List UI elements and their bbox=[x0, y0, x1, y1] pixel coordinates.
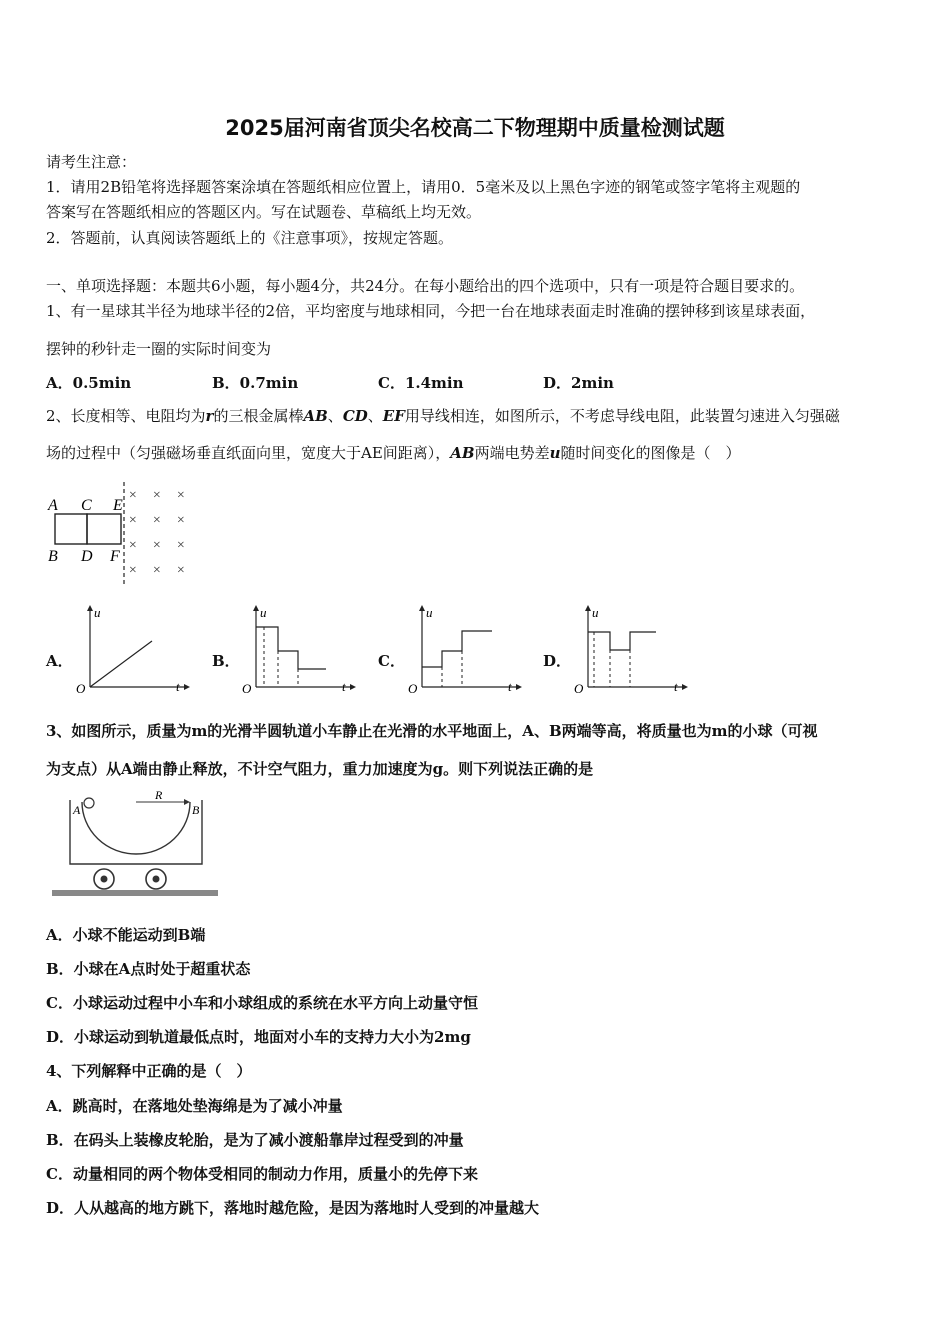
q3-cart-figure bbox=[52, 790, 222, 900]
q1-stem-line-1: 1、有一星球其半径为地球半径的2倍，平均密度与地球相同，今把一台在地球表面走时准确的摆钟移到该星球表面， bbox=[46, 302, 816, 320]
q1-option-b: B．0.7min bbox=[212, 374, 299, 392]
svg-text:t: t bbox=[508, 679, 512, 694]
fig-label-e: E bbox=[113, 497, 123, 514]
svg-text:A: A bbox=[73, 803, 81, 817]
q2-graph-a bbox=[72, 605, 190, 697]
q3-stem-line-2: 为支点）从A端由静止释放，不计空气阻力，重力加速度为g。则下列说法正确的是 bbox=[46, 760, 594, 778]
q2-graph-b bbox=[238, 605, 356, 697]
fig-label-d: D bbox=[81, 548, 93, 565]
q2-option-a: A． bbox=[46, 652, 73, 670]
q2-graph-d bbox=[570, 605, 688, 697]
notice-line-3: 2．答题前，认真阅读答题纸上的《注意事项》，按规定答题。 bbox=[46, 229, 454, 247]
svg-text:t: t bbox=[342, 679, 346, 694]
q3-option-d: D．小球运动到轨道最低点时，地面对小车的支持力大小为2mg bbox=[46, 1028, 471, 1046]
svg-text:u: u bbox=[592, 605, 599, 620]
section-heading: 一、单项选择题：本题共6小题，每小题4分，共24分。在每小题给出的四个选项中，只有一项是符合题目要求的。 bbox=[46, 277, 805, 295]
q4-option-d: D．人从越高的地方跳下，落地时越危险，是因为落地时人受到的冲量越大 bbox=[46, 1199, 540, 1217]
q3-option-c: C．小球运动过程中小车和小球组成的系统在水平方向上动量守恒 bbox=[46, 994, 478, 1012]
q4-stem: 4、下列解释中正确的是（ ） bbox=[46, 1062, 252, 1080]
q1-option-d: D．2min bbox=[543, 374, 614, 392]
field-cross: × bbox=[152, 563, 162, 578]
field-cross: × bbox=[176, 538, 186, 553]
fig-label-b: B bbox=[48, 548, 58, 565]
svg-text:t: t bbox=[176, 679, 180, 694]
q2-graph-c bbox=[404, 605, 522, 697]
notice-line-1: 1．请用2B铅笔将选择题答案涂填在答题纸相应位置上，请用0．5毫米及以上黑色字迹的钢笔或签字笔将主观题的 bbox=[46, 178, 801, 196]
page-title: 2025届河南省顶尖名校高二下物理期中质量检测试题 bbox=[225, 116, 725, 140]
svg-text:R: R bbox=[155, 788, 163, 802]
fig-label-c: C bbox=[81, 497, 92, 514]
q4-option-b: B．在码头上装橡皮轮胎，是为了减小渡船靠岸过程受到的冲量 bbox=[46, 1131, 464, 1149]
q1-stem-line-2: 摆钟的秒针走一圈的实际时间变为 bbox=[46, 340, 272, 358]
notice-heading: 请考生注意： bbox=[46, 153, 137, 171]
field-cross: × bbox=[152, 513, 162, 528]
q3-option-b: B．小球在A点时处于超重状态 bbox=[46, 960, 251, 978]
fig-label-f: F bbox=[110, 548, 120, 565]
q2-stem-line-1: 2、长度相等、电阻均为r的三根金属棒AB、CD、EF用导线相连，如图所示，不考虑导线电阻，此装置匀速进入匀强磁 bbox=[46, 407, 840, 425]
fig-label-a: A bbox=[48, 497, 58, 514]
svg-text:u: u bbox=[426, 605, 433, 620]
field-cross: × bbox=[128, 563, 138, 578]
notice-line-2: 答案写在答题纸相应的答题区内。写在试题卷、草稿纸上均无效。 bbox=[46, 203, 482, 221]
svg-text:O: O bbox=[408, 681, 418, 696]
field-cross: × bbox=[176, 488, 186, 503]
q4-option-c: C．动量相同的两个物体受相同的制动力作用，质量小的先停下来 bbox=[46, 1165, 478, 1183]
svg-text:O: O bbox=[242, 681, 252, 696]
q2-option-d: D． bbox=[543, 652, 572, 670]
field-cross: × bbox=[128, 538, 138, 553]
field-cross: × bbox=[176, 563, 186, 578]
svg-text:O: O bbox=[76, 681, 86, 696]
q2-option-b: B． bbox=[212, 652, 240, 670]
q2-circuit-figure bbox=[44, 482, 194, 587]
q3-stem-line-1: 3、如图所示，质量为m的光滑半圆轨道小车静止在光滑的水平地面上，A、B两端等高，将质量也为m的小球（可视 bbox=[46, 722, 818, 740]
svg-text:t: t bbox=[674, 679, 678, 694]
q1-option-c: C．1.4min bbox=[378, 374, 464, 392]
svg-text:O: O bbox=[574, 681, 584, 696]
field-cross: × bbox=[152, 538, 162, 553]
field-cross: × bbox=[176, 513, 186, 528]
q3-option-a: A．小球不能运动到B端 bbox=[46, 926, 206, 944]
svg-text:B: B bbox=[192, 803, 200, 817]
field-cross: × bbox=[128, 488, 138, 503]
field-cross: × bbox=[152, 488, 162, 503]
q4-option-a: A．跳高时，在落地处垫海绵是为了减小冲量 bbox=[46, 1097, 343, 1115]
q2-stem-line-2: 场的过程中（匀强磁场垂直纸面向里，宽度大于AE间距离），AB两端电势差u随时间变化的图像是（ ） bbox=[46, 444, 741, 462]
svg-text:u: u bbox=[94, 605, 101, 620]
q1-option-a: A．0.5min bbox=[46, 374, 132, 392]
field-cross: × bbox=[128, 513, 138, 528]
q2-option-c: C． bbox=[378, 652, 405, 670]
svg-text:u: u bbox=[260, 605, 267, 620]
